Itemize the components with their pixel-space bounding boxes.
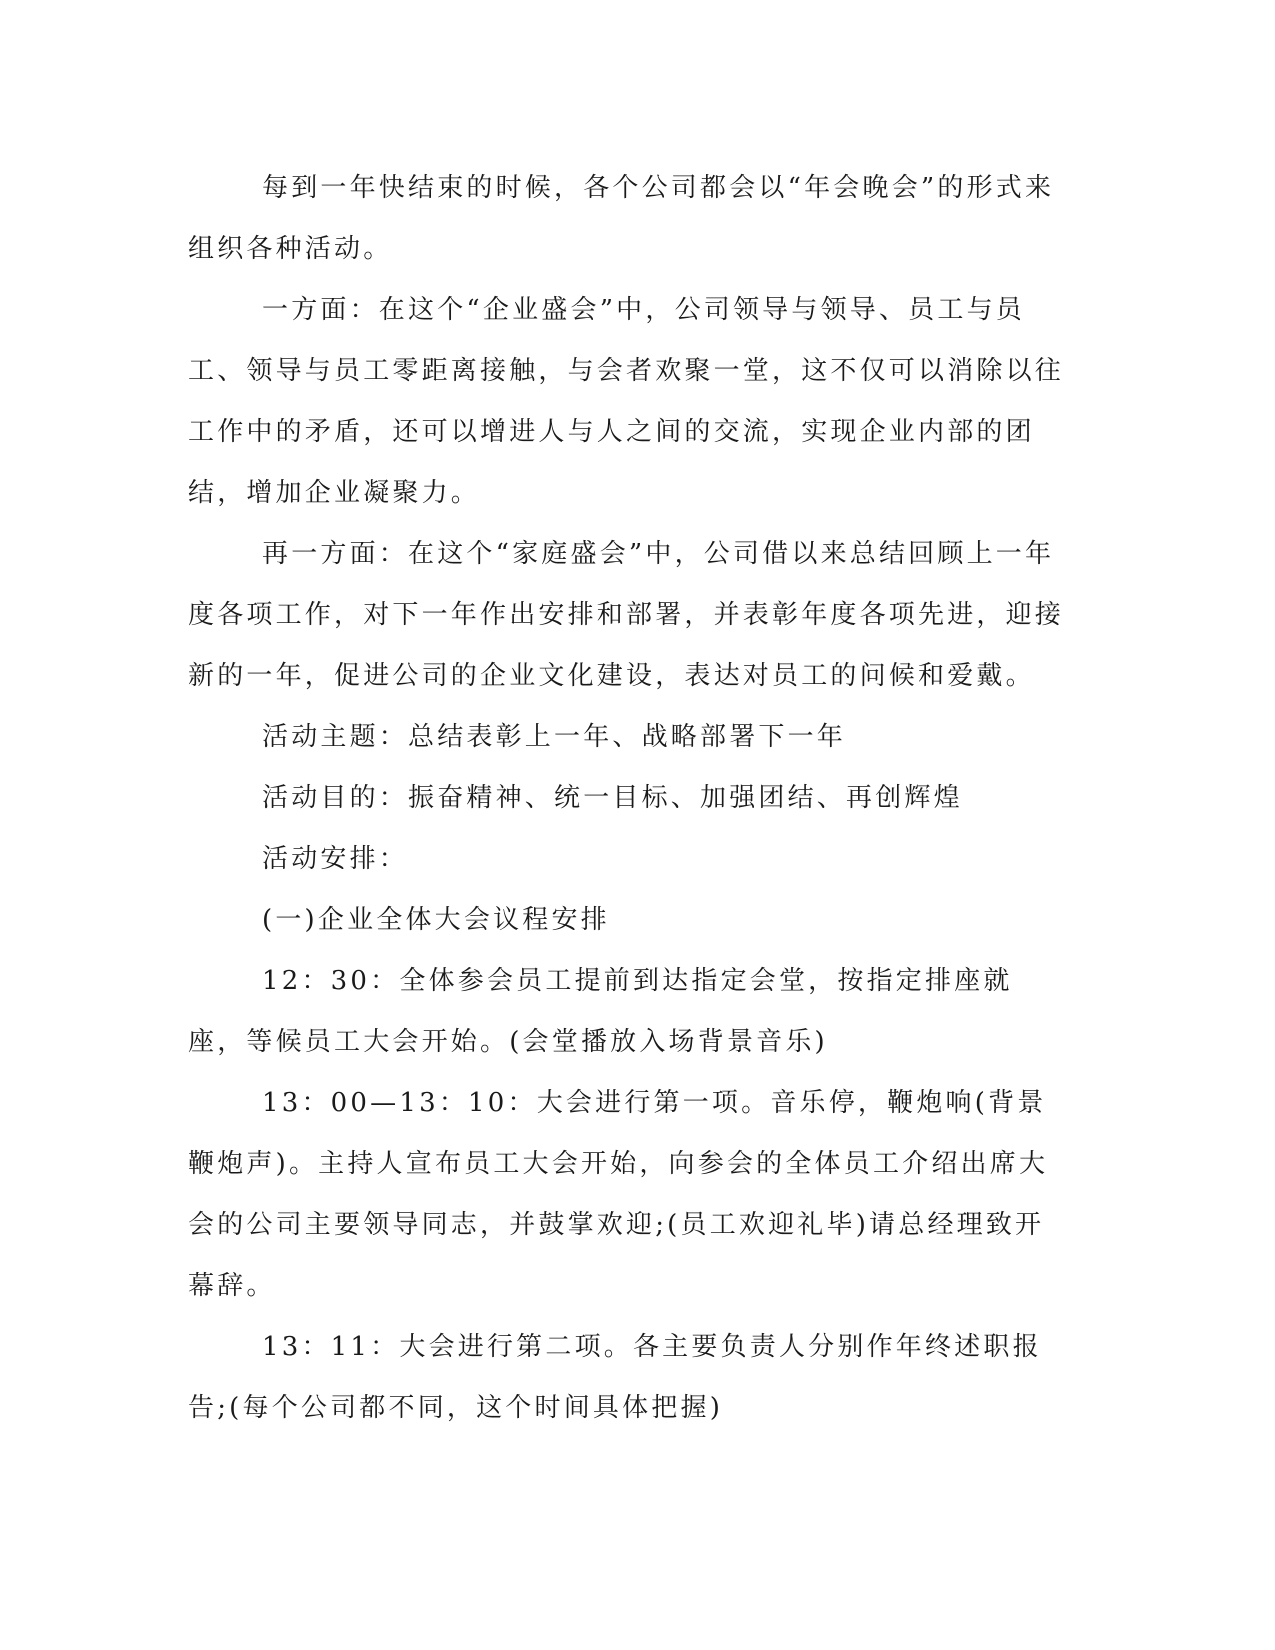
paragraph-activity-purpose: 活动目的：振奋精神、统一目标、加强团结、再创辉煌 [262,783,963,813]
paragraph-intro: 每到一年快结束的时候，各个公司都会以“年会晚会”的形式来组织各种活动。 [188,173,1055,264]
paragraph-activity-theme: 活动主题：总结表彰上一年、战略部署下一年 [262,722,847,752]
paragraph-agenda-1230: 12：30：全体参会员工提前到达指定会堂，按指定排座就座，等候员工大会开始。(会堂播放入场背景音乐) [188,966,1013,1057]
paragraph-activity-arrangement: 活动安排： [262,844,409,874]
paragraph-agenda-heading: (一)企业全体大会议程安排 [262,905,610,935]
paragraph-first-aspect: 一方面：在这个“企业盛会”中，公司领导与领导、员工与员工、领导与员工零距离接触，与会者欢聚一堂，这不仅可以消除以往工作中的矛盾，还可以增进人与人之间的交流，实现企业内部的团结，增加企业凝聚力。 [188,295,1065,508]
paragraph-agenda-1300: 13：00—13：10：大会进行第一项。音乐停，鞭炮响(背景鞭炮声)。主持人宣布员工大会开始，向参会的全体员工介绍出席大会的公司主要领导同志，并鼓掌欢迎;(员工欢迎礼毕)请总经理致开幕辞。 [188,1088,1049,1301]
document-body [188,158,1068,1439]
paragraph-agenda-1311: 13：11：大会进行第二项。各主要负责人分别作年终述职报告;(每个公司都不同，这个时间具体把握) [188,1332,1042,1423]
paragraph-second-aspect: 再一方面：在这个“家庭盛会”中，公司借以来总结回顾上一年度各项工作，对下一年作出安排和部署，并表彰年度各项先进，迎接新的一年，促进公司的企业文化建设，表达对员工的问候和爱戴。 [188,539,1065,691]
